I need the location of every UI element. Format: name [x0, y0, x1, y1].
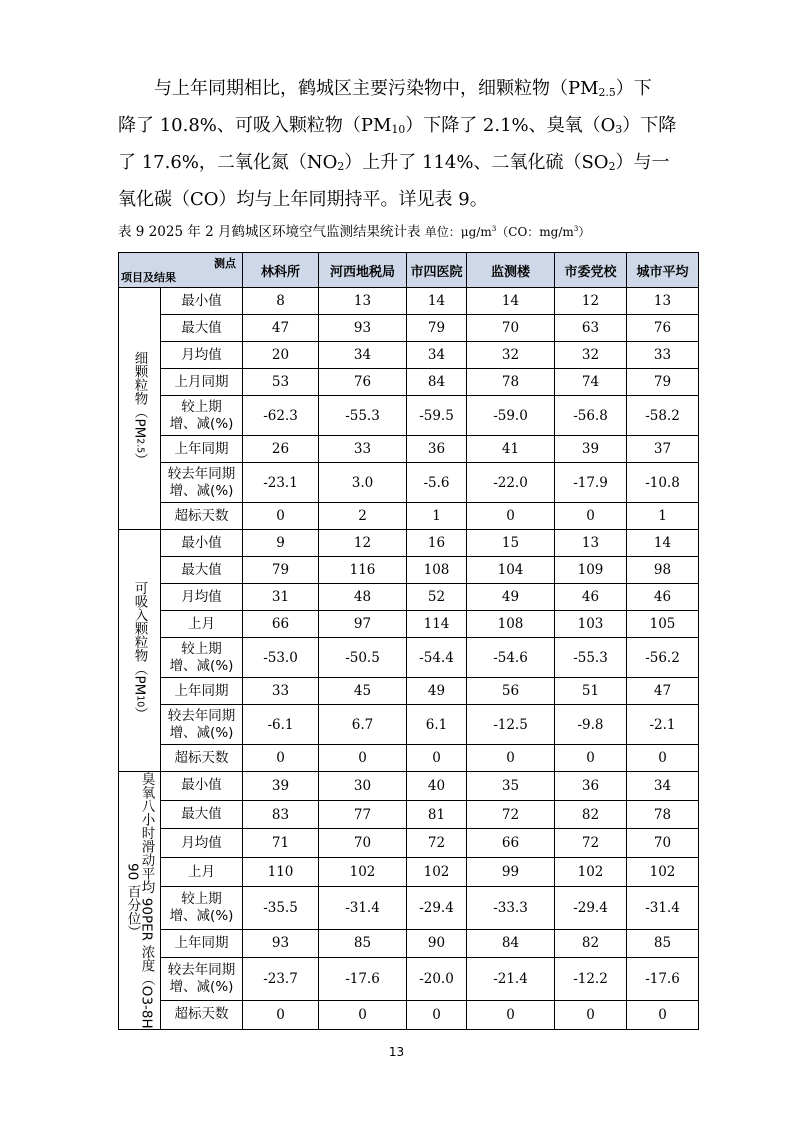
column-header: 城市平均 [627, 253, 699, 288]
table-cell: 83 [243, 800, 319, 829]
table-row [119, 557, 699, 584]
group-label-part: 90 百分位） [124, 862, 141, 939]
table-cell: -2.1 [627, 705, 699, 745]
table-cell: 77 [319, 800, 407, 829]
group-label [119, 530, 161, 772]
page-number: 13 [388, 1045, 405, 1059]
group-label-part: 可吸入颗粒物（PM10） [131, 580, 148, 721]
table-cell: -55.3 [319, 396, 407, 436]
table-cell: 116 [319, 557, 407, 584]
table-row [119, 800, 699, 829]
table-cell: 0 [467, 1000, 555, 1029]
table-cell: 102 [407, 858, 467, 887]
table-cell: 8 [243, 288, 319, 315]
table-cell: 40 [407, 772, 467, 801]
row-label: 最小值 [161, 530, 243, 557]
table-cell: -29.4 [555, 886, 627, 929]
table-cell: 13 [319, 288, 407, 315]
group-label [119, 772, 161, 1030]
table-cell: -56.8 [555, 396, 627, 436]
row-label: 最大值 [161, 800, 243, 829]
table-cell: 47 [243, 315, 319, 342]
table-cell: 0 [627, 1000, 699, 1029]
table-cell: -17.6 [319, 958, 407, 1001]
row-label: 上年同期 [161, 436, 243, 463]
table-row [119, 678, 699, 705]
caption-unit: 单位：$\mu g/m^3(CO$：$mg/m^3$） [424, 224, 591, 239]
table-cell: 0 [243, 503, 319, 530]
table-cell: 82 [555, 929, 627, 958]
table-cell: -22.0 [467, 463, 555, 503]
table-cell: -10.8 [627, 463, 699, 503]
table-cell: -55.3 [555, 638, 627, 678]
body-paragraph [118, 72, 678, 216]
row-label: 月均值 [161, 342, 243, 369]
table-cell: 74 [555, 369, 627, 396]
table-body [119, 288, 699, 1030]
table-cell: 12 [319, 530, 407, 557]
table-cell: 85 [627, 929, 699, 958]
table-cell: 84 [407, 369, 467, 396]
para-line-3: 了 17.6%，二氧化氮$(NO_2)$上升了 114%、二氧化硫$(SO_2)$与一 [118, 152, 670, 173]
table-cell: 36 [407, 436, 467, 463]
table-cell: 82 [555, 800, 627, 829]
para-line-1: 与上年同期相比，鹤城区主要污染物中，细颗粒物$(PM_{2.5})$下 [154, 78, 652, 99]
table-row [119, 315, 699, 342]
table-cell: -59.0 [467, 396, 555, 436]
table-cell: 85 [319, 929, 407, 958]
table-cell: 34 [627, 772, 699, 801]
table-row [119, 463, 699, 503]
table-cell: 76 [627, 315, 699, 342]
table-cell: 63 [555, 315, 627, 342]
table-cell: 1 [407, 503, 467, 530]
table-cell: 102 [555, 858, 627, 887]
table-cell: 13 [627, 288, 699, 315]
table-cell: 66 [243, 611, 319, 638]
table-cell: 103 [555, 611, 627, 638]
table-cell: -53.0 [243, 638, 319, 678]
row-label: 上月 [161, 611, 243, 638]
table-cell: 97 [319, 611, 407, 638]
table-cell: 72 [467, 800, 555, 829]
table-cell: 79 [627, 369, 699, 396]
table-cell: 70 [319, 829, 407, 858]
table-cell: 20 [243, 342, 319, 369]
row-label: 上年同期 [161, 929, 243, 958]
table-cell: 6.7 [319, 705, 407, 745]
table-cell: 108 [407, 557, 467, 584]
table-cell: -33.3 [467, 886, 555, 929]
table-cell: 99 [467, 858, 555, 887]
table-cell: 37 [627, 436, 699, 463]
column-header: 河西地税局 [319, 253, 407, 288]
table-cell: 39 [243, 772, 319, 801]
table-cell: 72 [407, 829, 467, 858]
table-cell: 1 [627, 503, 699, 530]
table-cell: 70 [467, 315, 555, 342]
table-row [119, 1000, 699, 1029]
table-cell: 0 [555, 1000, 627, 1029]
table-cell: 14 [627, 530, 699, 557]
table-row [119, 772, 699, 801]
table-cell: 53 [243, 369, 319, 396]
table-cell: -5.6 [407, 463, 467, 503]
row-label: 较去年同期 增、减(%) [161, 705, 243, 745]
row-label: 超标天数 [161, 503, 243, 530]
table-cell: 34 [407, 342, 467, 369]
table-cell: 0 [407, 745, 467, 772]
table-cell: -12.5 [467, 705, 555, 745]
row-label: 较上期 增、减(%) [161, 396, 243, 436]
table-cell: 0 [555, 745, 627, 772]
table-cell: 70 [627, 829, 699, 858]
table-cell: 14 [407, 288, 467, 315]
table-row [119, 288, 699, 315]
table-row [119, 705, 699, 745]
table-row [119, 958, 699, 1001]
row-label: 最小值 [161, 288, 243, 315]
column-header: 市委党校 [555, 253, 627, 288]
table-cell: 78 [627, 800, 699, 829]
table-cell: 3.0 [319, 463, 407, 503]
table-cell: 78 [467, 369, 555, 396]
table-row [119, 530, 699, 557]
table-cell: -23.7 [243, 958, 319, 1001]
table-cell: 41 [467, 436, 555, 463]
table-cell: 72 [555, 829, 627, 858]
para-line-2: 降了 10.8%、可吸入颗粒物$(PM_{10})$下降了 2.1%、臭氧$(O_3)$下降 [118, 115, 677, 136]
table-cell: -9.8 [555, 705, 627, 745]
table-cell: 114 [407, 611, 467, 638]
table-cell: -17.6 [627, 958, 699, 1001]
table-cell: 12 [555, 288, 627, 315]
table-cell: 36 [555, 772, 627, 801]
table-row [119, 886, 699, 929]
table-cell: 79 [407, 315, 467, 342]
table-cell: 49 [407, 678, 467, 705]
table-row [119, 396, 699, 436]
table-cell: 0 [467, 745, 555, 772]
table-cell: 0 [243, 745, 319, 772]
table-cell: 102 [627, 858, 699, 887]
table-cell: 46 [555, 584, 627, 611]
row-label: 较去年同期 增、减(%) [161, 463, 243, 503]
caption-title: 表 9 2025 年 2 月鹤城区环境空气监测结果统计表 [118, 224, 421, 240]
row-label: 上月 [161, 858, 243, 887]
row-label: 最小值 [161, 772, 243, 801]
table-cell: -50.5 [319, 638, 407, 678]
table-cell: 15 [467, 530, 555, 557]
column-header: 监测楼 [467, 253, 555, 288]
row-label: 超标天数 [161, 1000, 243, 1029]
row-label: 较上期 增、减(%) [161, 638, 243, 678]
table-header-row [119, 253, 699, 288]
table-cell: 0 [467, 503, 555, 530]
table-row [119, 829, 699, 858]
table-cell: 0 [243, 1000, 319, 1029]
table-cell: 110 [243, 858, 319, 887]
table-cell: 14 [467, 288, 555, 315]
table-cell: 0 [319, 1000, 407, 1029]
table-cell: 104 [467, 557, 555, 584]
row-label: 较去年同期 增、减(%) [161, 958, 243, 1001]
table-cell: 0 [407, 1000, 467, 1029]
table-cell: 102 [319, 858, 407, 887]
table-cell: -29.4 [407, 886, 467, 929]
table-cell: 51 [555, 678, 627, 705]
table-cell: -54.6 [467, 638, 555, 678]
column-header: 林科所 [243, 253, 319, 288]
table-cell: -54.4 [407, 638, 467, 678]
row-label: 上年同期 [161, 678, 243, 705]
table-cell: 9 [243, 530, 319, 557]
row-label: 上月同期 [161, 369, 243, 396]
table-cell: 34 [319, 342, 407, 369]
table-cell: 6.1 [407, 705, 467, 745]
table-cell: -62.3 [243, 396, 319, 436]
table-cell: 0 [319, 745, 407, 772]
table-row [119, 436, 699, 463]
table-cell: 109 [555, 557, 627, 584]
table-cell: 49 [467, 584, 555, 611]
table-cell: 66 [467, 829, 555, 858]
table-cell: 0 [627, 745, 699, 772]
group-label-part: 细颗粒物（PM2.5） [131, 350, 148, 467]
table-cell: 71 [243, 829, 319, 858]
table-row [119, 584, 699, 611]
row-label: 月均值 [161, 829, 243, 858]
table-cell: 81 [407, 800, 467, 829]
table-cell: 16 [407, 530, 467, 557]
table-cell: -6.1 [243, 705, 319, 745]
table-cell: 79 [243, 557, 319, 584]
table-cell: 32 [555, 342, 627, 369]
table-cell: 32 [467, 342, 555, 369]
table-cell: 30 [319, 772, 407, 801]
table-row [119, 369, 699, 396]
table-row [119, 503, 699, 530]
table-cell: -58.2 [627, 396, 699, 436]
table-cell: 56 [467, 678, 555, 705]
table-cell: -31.4 [627, 886, 699, 929]
row-label: 超标天数 [161, 745, 243, 772]
table-cell: 105 [627, 611, 699, 638]
table-cell: 90 [407, 929, 467, 958]
row-label: 最大值 [161, 557, 243, 584]
table-corner-cell: 测点 项目及结果 [119, 253, 243, 288]
table-cell: 48 [319, 584, 407, 611]
table-row [119, 611, 699, 638]
table-cell: 47 [627, 678, 699, 705]
table-cell: -20.0 [407, 958, 467, 1001]
table-cell: 84 [467, 929, 555, 958]
table-cell: -12.2 [555, 958, 627, 1001]
table-cell: 52 [407, 584, 467, 611]
table-cell: 93 [243, 929, 319, 958]
table-cell: 35 [467, 772, 555, 801]
table-cell: 93 [319, 315, 407, 342]
table-cell: -59.5 [407, 396, 467, 436]
row-label: 最大值 [161, 315, 243, 342]
table-cell: 13 [555, 530, 627, 557]
table-cell: -35.5 [243, 886, 319, 929]
table-cell: 0 [555, 503, 627, 530]
table-caption [118, 220, 678, 240]
table-cell: -56.2 [627, 638, 699, 678]
row-label: 月均值 [161, 584, 243, 611]
air-quality-table [118, 252, 699, 1030]
table-cell: 39 [555, 436, 627, 463]
table-cell: 33 [319, 436, 407, 463]
table-row [119, 745, 699, 772]
table-cell: -17.9 [555, 463, 627, 503]
para-line-4: 氧化碳（CO）均与上年同期持平。详见表 9。 [118, 189, 488, 210]
table-cell: 76 [319, 369, 407, 396]
table-cell: 46 [627, 584, 699, 611]
table-cell: 108 [467, 611, 555, 638]
table-cell: 26 [243, 436, 319, 463]
table-cell: 33 [243, 678, 319, 705]
table-cell: 98 [627, 557, 699, 584]
table-row [119, 858, 699, 887]
group-label-part: 臭氧八小时滑动平均 90PER 浓度（O3-8H [138, 772, 155, 1029]
table-cell: 45 [319, 678, 407, 705]
table-cell: 33 [627, 342, 699, 369]
column-header: 市四医院 [407, 253, 467, 288]
table-row [119, 638, 699, 678]
table-cell: -21.4 [467, 958, 555, 1001]
table-row [119, 929, 699, 958]
table-cell: 31 [243, 584, 319, 611]
table-cell: -31.4 [319, 886, 407, 929]
table-cell: -23.1 [243, 463, 319, 503]
group-label [119, 288, 161, 530]
table-row [119, 342, 699, 369]
row-label: 较上期 增、减(%) [161, 886, 243, 929]
table-cell: 2 [319, 503, 407, 530]
